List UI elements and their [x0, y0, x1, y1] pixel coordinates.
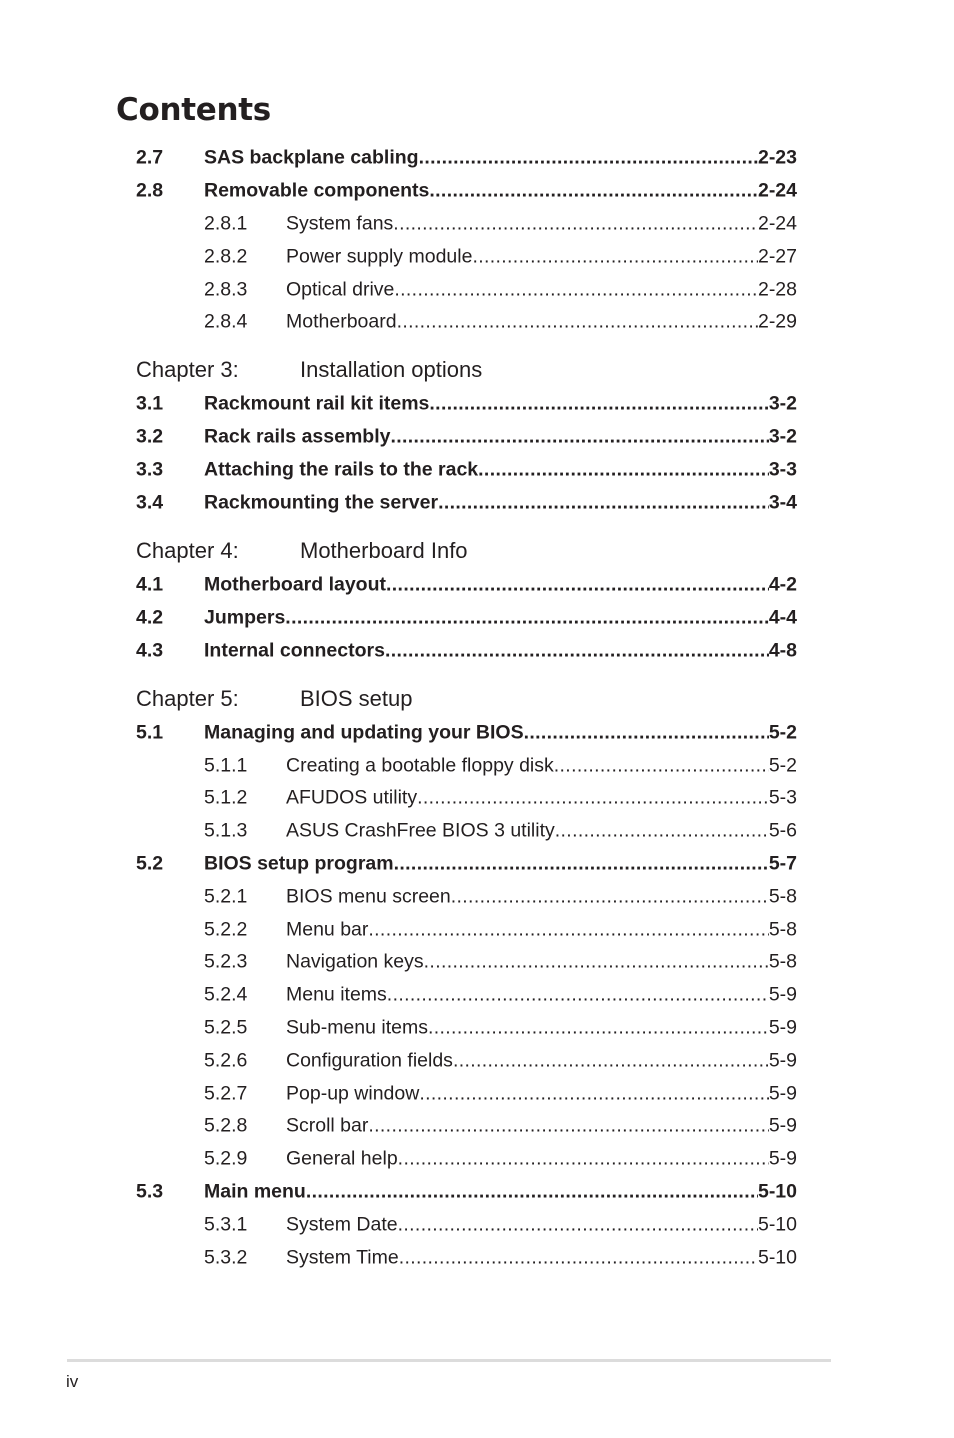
toc-entry-line — [204, 147, 797, 170]
toc-entry-number: 5.2.6 — [204, 1049, 248, 1072]
dot-leader — [368, 1115, 768, 1138]
toc-entry-line — [204, 492, 797, 515]
toc-entry-page: 5-9 — [768, 1147, 797, 1170]
toc-entry-title: SAS backplane cabling — [204, 146, 419, 169]
toc-entry-page: 5-9 — [768, 1114, 797, 1137]
dot-leader — [478, 459, 769, 482]
toc-entry-page: 5-10 — [757, 1213, 797, 1236]
toc-entry-number: 5.2.3 — [204, 950, 248, 973]
dot-leader — [428, 1017, 769, 1040]
toc-entry[interactable] — [0, 1110, 954, 1142]
toc-entry-page: 2-23 — [757, 146, 797, 169]
toc-entry[interactable] — [0, 421, 954, 453]
toc-entry-title: Removable components — [204, 179, 430, 202]
dot-leader — [429, 180, 758, 203]
chapter-heading[interactable] — [0, 535, 954, 567]
toc-entry[interactable] — [0, 274, 954, 306]
toc-entry-number: 3.3 — [136, 458, 164, 481]
toc-entry-title: Pop-up window — [286, 1082, 420, 1105]
toc-entry-line — [286, 919, 797, 942]
toc-entry-page: 5-8 — [768, 950, 797, 973]
toc-entry-number: 2.8.3 — [204, 278, 248, 301]
toc-entry[interactable] — [0, 1176, 954, 1208]
dot-leader — [451, 886, 769, 909]
toc-entry-line — [204, 180, 797, 203]
toc-entry[interactable] — [0, 241, 954, 273]
toc-entry-line — [204, 722, 797, 745]
toc-entry-number: 4.1 — [136, 573, 164, 596]
toc-entry-number: 3.1 — [136, 392, 164, 415]
toc-entry[interactable] — [0, 848, 954, 880]
toc-entry-line — [204, 459, 797, 482]
toc-entry-title: System Time — [286, 1246, 399, 1269]
toc-entry-line — [286, 820, 797, 843]
toc-entry-page: 5-9 — [768, 983, 797, 1006]
toc-entry-line — [286, 279, 797, 302]
toc-entry-number: 5.1.2 — [204, 786, 248, 809]
toc-entry[interactable] — [0, 914, 954, 946]
toc-entry[interactable] — [0, 142, 954, 174]
toc-entry[interactable] — [0, 388, 954, 420]
dot-leader — [386, 574, 769, 597]
toc-entry-title: Motherboard layout — [204, 573, 387, 596]
toc-entry-line — [286, 1247, 797, 1270]
toc-entry-page: 4-4 — [768, 606, 797, 629]
toc-entry-number: 5.3.1 — [204, 1213, 248, 1236]
toc-entry[interactable] — [0, 454, 954, 486]
dot-leader — [453, 1050, 769, 1073]
toc-entry-line — [204, 1181, 797, 1204]
toc-entry-number: 2.8 — [136, 179, 164, 202]
toc-entry-line — [204, 607, 797, 630]
chapter-number: Chapter 4: — [136, 538, 239, 563]
toc-entry-page: 3-4 — [768, 491, 797, 514]
dot-leader — [306, 1181, 758, 1204]
dot-leader — [368, 919, 768, 942]
toc-entry-line — [204, 853, 797, 876]
toc-entry[interactable] — [0, 881, 954, 913]
toc-entry[interactable] — [0, 979, 954, 1011]
toc-entry-title: Main menu — [204, 1180, 306, 1203]
toc-entry-page: 3-2 — [768, 392, 797, 415]
toc-entry[interactable] — [0, 750, 954, 782]
toc-entry[interactable] — [0, 306, 954, 338]
dot-leader — [429, 393, 768, 416]
dot-leader — [397, 311, 758, 334]
toc-entry-title: Motherboard — [286, 310, 397, 333]
toc-entry-line — [204, 393, 797, 416]
toc-entry-number: 5.2.5 — [204, 1016, 248, 1039]
toc-entry[interactable] — [0, 946, 954, 978]
toc-entry-line — [286, 1050, 797, 1073]
toc-entry-title: Navigation keys — [286, 950, 424, 973]
toc-entry-title: Rack rails assembly — [204, 425, 391, 448]
toc-entry-line — [286, 787, 797, 810]
toc-entry-title: Power supply module — [286, 245, 473, 268]
toc-entry[interactable] — [0, 569, 954, 601]
toc-entry-line — [204, 426, 797, 449]
toc-entry-page: 5-9 — [768, 1049, 797, 1072]
toc-entry-page: 5-3 — [768, 786, 797, 809]
toc-entry-title: Rackmount rail kit items — [204, 392, 430, 415]
toc-entry-line — [286, 1115, 797, 1138]
chapter-number: Chapter 5: — [136, 686, 239, 711]
dot-leader — [399, 1247, 758, 1270]
toc-entry-number: 4.2 — [136, 606, 164, 629]
toc-entry-line — [286, 311, 797, 334]
toc-entry-title: Optical drive — [286, 278, 395, 301]
toc-entry[interactable] — [0, 1209, 954, 1241]
dot-leader — [394, 279, 758, 302]
toc-entry-number: 2.8.2 — [204, 245, 248, 268]
toc-entry-number: 4.3 — [136, 639, 164, 662]
toc-entry-page: 2-28 — [757, 278, 797, 301]
chapter-heading[interactable] — [0, 354, 954, 386]
toc-entry-number: 2.8.4 — [204, 310, 248, 333]
dot-leader — [419, 147, 758, 170]
toc-entry-page: 4-2 — [768, 573, 797, 596]
dot-leader — [398, 1214, 758, 1237]
toc-entry-number: 5.1 — [136, 721, 164, 744]
footer-divider — [67, 1359, 831, 1362]
toc-entry-title: Menu bar — [286, 918, 369, 941]
toc-entry-number: 5.1.3 — [204, 819, 248, 842]
toc-entry-number: 3.2 — [136, 425, 164, 448]
toc-entry-page: 5-9 — [768, 1082, 797, 1105]
toc-entry-title: Menu items — [286, 983, 387, 1006]
toc-entry-page: 2-27 — [757, 245, 797, 268]
dot-leader — [393, 213, 758, 236]
dot-leader — [419, 1083, 768, 1106]
toc-entry-line — [204, 574, 797, 597]
toc-entry-page: 5-8 — [768, 885, 797, 908]
toc-entry-number: 2.7 — [136, 146, 164, 169]
toc-entry[interactable] — [0, 487, 954, 519]
toc-entry-title: Scroll bar — [286, 1114, 369, 1137]
toc-entry[interactable] — [0, 815, 954, 847]
dot-leader — [554, 755, 769, 778]
toc-entry-line — [286, 951, 797, 974]
toc-entry-line — [286, 1083, 797, 1106]
toc-entry-number: 5.2.2 — [204, 918, 248, 941]
toc-entry-number: 5.2 — [136, 852, 164, 875]
chapter-title: Motherboard Info — [300, 538, 468, 563]
dot-leader — [394, 853, 769, 876]
toc-entry[interactable] — [0, 1045, 954, 1077]
toc-entry-number: 5.1.1 — [204, 754, 248, 777]
toc-entry-number: 5.3 — [136, 1180, 164, 1203]
chapter-title: BIOS setup — [300, 686, 413, 711]
toc-entry-page: 5-10 — [757, 1180, 797, 1203]
toc-entry[interactable] — [0, 635, 954, 667]
chapter-title: Installation options — [300, 357, 483, 382]
toc-entry-page: 5-10 — [757, 1246, 797, 1269]
chapter-number: Chapter 3: — [136, 357, 239, 382]
dot-leader — [390, 426, 768, 449]
toc-entry-page: 3-2 — [768, 425, 797, 448]
toc-entry-line — [286, 755, 797, 778]
toc-entry[interactable] — [0, 1012, 954, 1044]
dot-leader — [385, 640, 769, 663]
dot-leader — [555, 820, 769, 843]
toc-entry[interactable] — [0, 602, 954, 634]
toc-entry-number: 5.2.4 — [204, 983, 248, 1006]
toc-entry-page: 5-2 — [768, 721, 797, 744]
toc-entry-title: Creating a bootable floppy disk — [286, 754, 554, 777]
toc-entry-number: 5.2.1 — [204, 885, 248, 908]
toc-entry-title: Sub-menu items — [286, 1016, 428, 1039]
toc-entry[interactable] — [0, 1078, 954, 1110]
toc-entry-page: 5-9 — [768, 1016, 797, 1039]
chapter-heading[interactable] — [0, 683, 954, 715]
toc-entry-title: Rackmounting the server — [204, 491, 439, 514]
toc-entry-line — [286, 246, 797, 269]
dot-leader — [424, 951, 769, 974]
toc-entry-line — [286, 984, 797, 1007]
toc-entry-page: 5-2 — [768, 754, 797, 777]
toc-entry[interactable] — [0, 208, 954, 240]
dot-leader — [417, 787, 769, 810]
toc-entry-number: 5.2.8 — [204, 1114, 248, 1137]
toc-entry[interactable] — [0, 1143, 954, 1175]
toc-entry-title: System fans — [286, 212, 394, 235]
toc-entry-line — [286, 1017, 797, 1040]
toc-entry-title: System Date — [286, 1213, 398, 1236]
toc-entry-title: General help — [286, 1147, 398, 1170]
toc-entry[interactable] — [0, 782, 954, 814]
dot-leader — [285, 607, 769, 630]
toc-entry-title: Configuration fields — [286, 1049, 453, 1072]
toc-entry-page: 5-8 — [768, 918, 797, 941]
toc-entry[interactable] — [0, 1242, 954, 1274]
toc-entry-number: 2.8.1 — [204, 212, 248, 235]
toc-entry-title: BIOS menu screen — [286, 885, 451, 908]
toc-entry-page: 5-7 — [768, 852, 797, 875]
toc-entry-page: 2-29 — [757, 310, 797, 333]
dot-leader — [472, 246, 758, 269]
toc-entry-page: 2-24 — [757, 179, 797, 202]
toc-entry-title: Jumpers — [204, 606, 286, 629]
toc-entry-page: 5-6 — [768, 819, 797, 842]
toc-entry-page: 4-8 — [768, 639, 797, 662]
toc-entry-number: 3.4 — [136, 491, 164, 514]
toc-entry-title: ASUS CrashFree BIOS 3 utility — [286, 819, 555, 842]
toc-entry-title: AFUDOS utility — [286, 786, 418, 809]
dot-leader — [387, 984, 769, 1007]
toc-entry[interactable] — [0, 717, 954, 749]
toc-entry-page: 3-3 — [768, 458, 797, 481]
dot-leader — [438, 492, 769, 515]
page-title: Contents — [116, 92, 271, 128]
dot-leader — [524, 722, 769, 745]
dot-leader — [398, 1148, 769, 1171]
page-number: iv — [66, 1372, 79, 1391]
toc-entry-line — [286, 886, 797, 909]
toc-entry-line — [286, 1214, 797, 1237]
toc-entry-title: BIOS setup program — [204, 852, 394, 875]
toc-entry-line — [204, 640, 797, 663]
toc-entry-title: Managing and updating your BIOS — [204, 721, 524, 744]
toc-entry-title: Attaching the rails to the rack — [204, 458, 479, 481]
toc-entry-line — [286, 213, 797, 236]
toc-entry-number: 5.2.9 — [204, 1147, 248, 1170]
toc-entry-title: Internal connectors — [204, 639, 385, 662]
toc-entry-number: 5.2.7 — [204, 1082, 248, 1105]
toc-entry-page: 2-24 — [757, 212, 797, 235]
toc-entry[interactable] — [0, 175, 954, 207]
toc-entry-number: 5.3.2 — [204, 1246, 248, 1269]
toc-entry-line — [286, 1148, 797, 1171]
